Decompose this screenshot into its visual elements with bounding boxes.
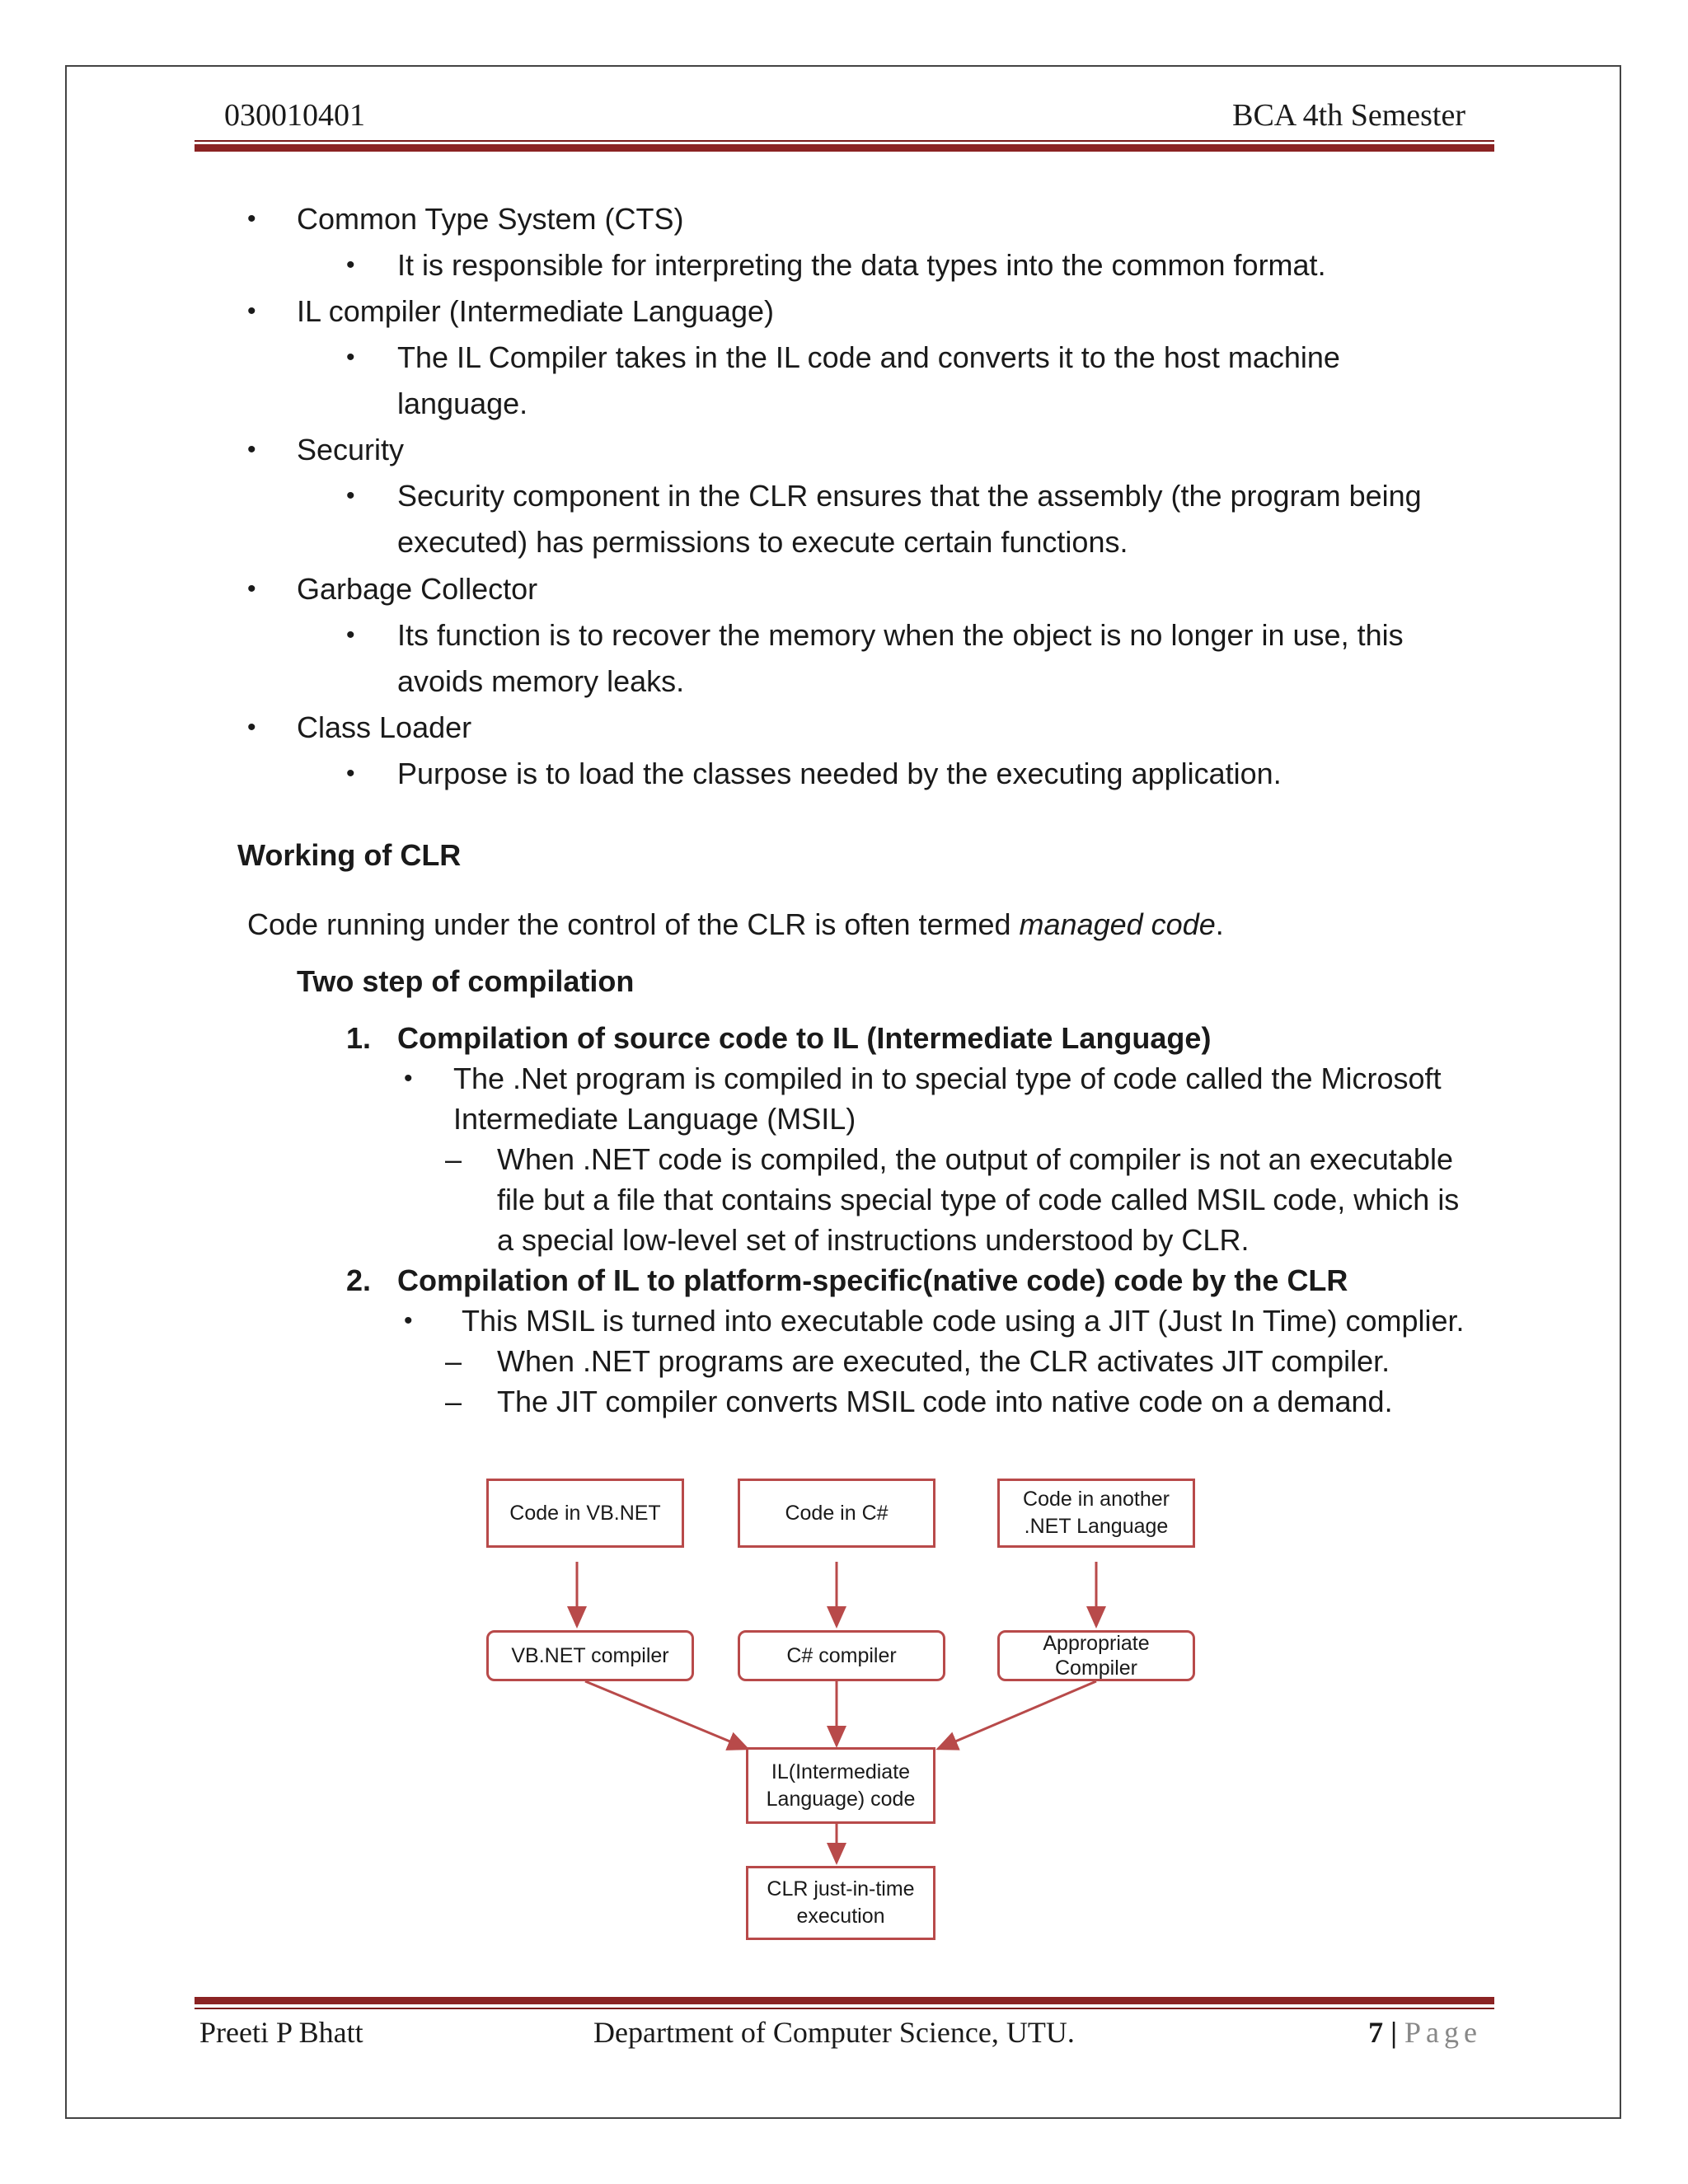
component-description: Purpose is to load the classes needed by the executing application.	[397, 757, 1282, 790]
managed-code-paragraph	[247, 902, 1224, 948]
bullet-icon: •	[346, 251, 355, 279]
header-semester: BCA 4th Semester	[1232, 98, 1465, 133]
csharp-compiler-box: C# compiler	[738, 1630, 945, 1681]
section-heading: Working of CLR	[237, 838, 462, 872]
bullet-icon: •	[404, 1065, 413, 1092]
component-title: IL compiler (Intermediate Language)	[297, 294, 774, 328]
footer-department: Department of Computer Science, UTU.	[593, 2016, 1075, 2049]
il-code-box	[746, 1747, 935, 1824]
step-subdetail: When .NET code is compiled, the output of compiler is not an executable	[497, 1142, 1453, 1176]
component-title: Garbage Collector	[297, 572, 538, 606]
appropriate-compiler-box	[997, 1630, 1195, 1681]
dash-icon: –	[445, 1142, 462, 1176]
box-line: Appropriate	[1043, 1632, 1150, 1655]
dash-icon: –	[445, 1344, 462, 1378]
footer-author: Preeti P Bhatt	[199, 2016, 363, 2049]
box-line: .NET Language	[1024, 1515, 1169, 1538]
bullet-icon: •	[247, 714, 256, 741]
component-title: Common Type System (CTS)	[297, 202, 684, 236]
page-label: Page	[1404, 2016, 1482, 2049]
step-subdetail: When .NET programs are executed, the CLR activates JIT compiler.	[497, 1344, 1390, 1378]
component-description: Its function is to recover the memory when the object is no longer in use, this	[397, 618, 1404, 652]
component-description: Security component in the CLR ensures that the assembly (the program being	[397, 479, 1422, 513]
box-line: execution	[796, 1905, 885, 1928]
step-number: 2.	[346, 1263, 372, 1297]
bullet-icon: •	[346, 482, 355, 509]
intro-text: Code running under the control of the CLR is often termed	[247, 907, 1020, 941]
bullet-icon: •	[247, 436, 256, 463]
page-number: 7	[1368, 2016, 1384, 2049]
box-line: IL(Intermediate	[771, 1760, 911, 1783]
step-title: Compilation of IL to platform-specific(native code) code by the CLR	[397, 1263, 1348, 1297]
step-subdetail: a special low-level set of instructions understood by CLR.	[497, 1223, 1250, 1257]
component-description: The IL Compiler takes in the IL code and converts it to the host machine	[397, 340, 1340, 374]
component-description: executed) has permissions to execute certain functions.	[397, 525, 1128, 559]
footer-rule-thin	[195, 2008, 1494, 2009]
box-line: Compiler	[1054, 1657, 1138, 1680]
bullet-icon: •	[346, 621, 355, 649]
header-course-code: 030010401	[224, 98, 365, 133]
bullet-icon: •	[346, 760, 355, 787]
arrow-vbcomp-to-il	[585, 1681, 748, 1749]
step-detail: The .Net program is compiled in to special type of code called the Microsoft	[453, 1062, 1442, 1095]
dash-icon: –	[445, 1385, 462, 1418]
step-subdetail: The JIT compiler converts MSIL code into native code on a demand.	[497, 1385, 1393, 1418]
bullet-icon: •	[404, 1307, 413, 1334]
step-detail: This MSIL is turned into executable code using a JIT (Just In Time) complier.	[462, 1304, 1465, 1338]
source-other-language-box	[997, 1479, 1195, 1548]
bullet-icon: •	[247, 575, 256, 602]
page-separator: |	[1390, 2016, 1398, 2049]
step-title: Compilation of source code to IL (Intermediate Language)	[397, 1021, 1212, 1055]
compilation-flow-diagram	[462, 1459, 1220, 1953]
intro-suffix: .	[1215, 907, 1224, 941]
subsection-heading: Two step of compilation	[297, 964, 635, 998]
bullet-icon: •	[247, 205, 256, 232]
bullet-icon: •	[247, 298, 256, 325]
vbnet-compiler-box: VB.NET compiler	[486, 1630, 694, 1681]
bullet-icon: •	[346, 344, 355, 371]
component-title: Security	[297, 433, 405, 466]
component-description: language.	[397, 387, 528, 420]
step-detail: Intermediate Language (MSIL)	[453, 1102, 856, 1136]
source-vbnet-box: Code in VB.NET	[486, 1479, 684, 1548]
component-description: It is responsible for interpreting the data types into the common format.	[397, 248, 1326, 282]
step-subdetail: file but a file that contains special type of code called MSIL code, which is	[497, 1183, 1460, 1216]
box-line: CLR just-in-time	[767, 1877, 915, 1900]
clr-jit-execution-box	[746, 1866, 935, 1940]
arrow-othercomp-to-il	[938, 1681, 1096, 1749]
step-number: 1.	[346, 1021, 372, 1055]
source-csharp-box: Code in C#	[738, 1479, 935, 1548]
footer-page-indicator	[1368, 2015, 1482, 2050]
box-line: Code in another	[1023, 1488, 1170, 1511]
footer-rule-thick	[195, 1997, 1494, 2004]
intro-italic-term: managed code	[1019, 907, 1216, 941]
component-title: Class Loader	[297, 710, 472, 744]
header-rule-thin	[195, 140, 1494, 142]
box-line: Language) code	[766, 1787, 916, 1811]
header-rule-thick	[195, 144, 1494, 152]
component-description: avoids memory leaks.	[397, 664, 685, 698]
